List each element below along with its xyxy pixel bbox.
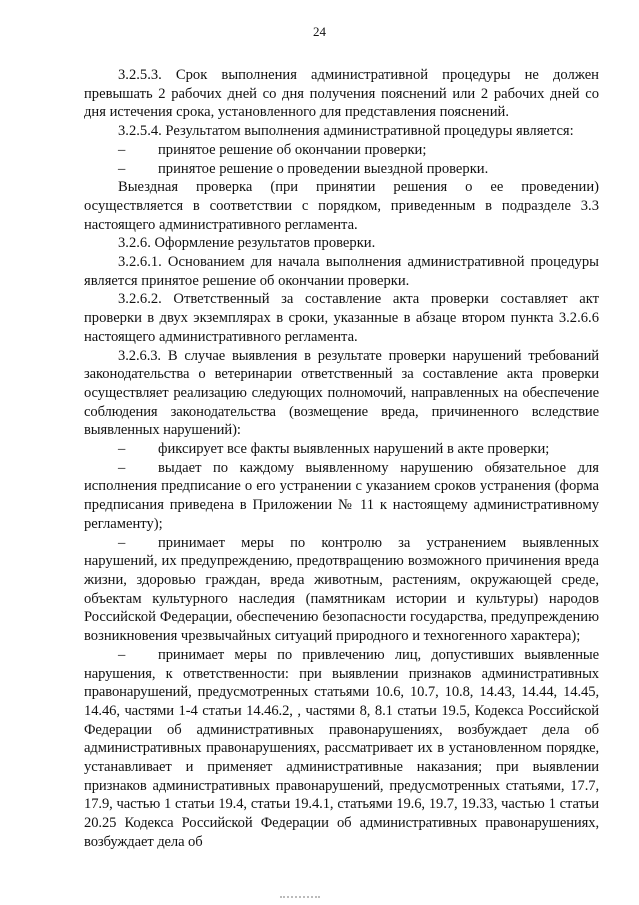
dash-marker: – [118, 160, 126, 177]
paragraph-3-2-6-2: 3.2.6.2. Ответственный за составление акта проверки составляет акт проверки в двух экземплярах в сроки, указанные в абзаце втором пункта 3.2.6.6 настоящего административного регламента. [84, 291, 599, 345]
paragraph-3-2-6: 3.2.6. Оформление результатов проверки. [118, 235, 376, 252]
list-item [84, 534, 599, 646]
list-item-text: принимает меры по контролю за устранением выявленных нарушений, их предупреждению, предотвращению возможного причинения вреда жизни, здоровью граждан, вреда животным, растениям, окружающей среде, объектам культурного наследия (памятникам истории и культуры) народов Российской Федерации, обеспечению безопасности государства, предупреждению возникновения чрезвычайных ситуаций природного и техногенного характера); [84, 534, 599, 645]
list-item [84, 141, 599, 160]
dash-marker: – [118, 646, 126, 663]
dash-marker: – [118, 141, 126, 158]
document-body [84, 66, 599, 852]
list-item-text: принятое решение об окончании проверки; [158, 141, 427, 158]
paragraph-3-2-5-3: 3.2.5.3. Срок выполнения административной процедуры не должен превышать 2 рабочих дней со дня получения пояснений или 2 рабочих дней со дня истечения срока, установленного для представления пояснений. [84, 67, 599, 121]
list-item [84, 459, 599, 534]
list-item [84, 160, 599, 179]
dash-marker: – [118, 459, 126, 476]
list-item-text: фиксирует все факты выявленных нарушений в акте проверки; [158, 441, 550, 458]
dash-marker: – [118, 441, 126, 458]
paragraph-field-inspection: Выездная проверка (при принятии решения о ее проведении) осуществляется в соответствии с порядком, приведенным в подразделе 3.3 настоящего административного регламента. [84, 179, 599, 233]
list-item-text: принимает меры по привлечению лиц, допустивших выявленные нарушения, к ответственности: при выявлении признаков административных правонарушений, предусмотренных статьями 10.6, 10.7, 10.8, 14.43, 14.44, 14.45, 14.46, частями 1-4 статьи 14.46.2, , частями 8, 8.1 статьи 19.5, Кодекса Российской Федерации об административных правонарушениях, возбуждает дела об административных правонарушениях, рассматривает их в установленном порядке, устанавливает и применяет административные наказания; при выявлении признаков административных правонарушений, предусмотренных статьями, 17.7, 17.9, частью 1 статьи 19.4, статьи 19.4.1, статьями 19.6, 19.7, 19.33, частью 1 статьи 20.25 Кодекса Российской Федерации об административных правонарушениях, возбуждает дела об [84, 646, 599, 850]
list-item [84, 440, 599, 459]
list-item [84, 646, 599, 852]
paragraph-3-2-6-1: 3.2.6.1. Основанием для начала выполнения административной процедуры является принятое решение об окончании проверки. [84, 254, 599, 289]
paragraph-3-2-5-4: 3.2.5.4. Результатом выполнения административной процедуры является: [118, 123, 574, 140]
list-item-text: выдает по каждому выявленному нарушению обязательное для исполнения предписание о его устранении с указанием сроков устранения (форма предписания приведена в Приложении № 11 к настоящему административному регламенту); [84, 459, 599, 532]
dash-marker: – [118, 534, 126, 551]
paragraph-3-2-6-3: 3.2.6.3. В случае выявления в результате проверки нарушений требований законодательства о ветеринарии ответственный за составление акта проверки осуществляет реализацию следующих полномочий, направленных на обеспечение соблюдения законодательства (возмещение вреда, причиненного вследствие выявленных нарушений): [84, 347, 599, 439]
list-item-text: принятое решение о проведении выездной проверки. [158, 160, 489, 177]
scan-artifact [280, 896, 320, 904]
page-number: 24 [313, 24, 326, 39]
